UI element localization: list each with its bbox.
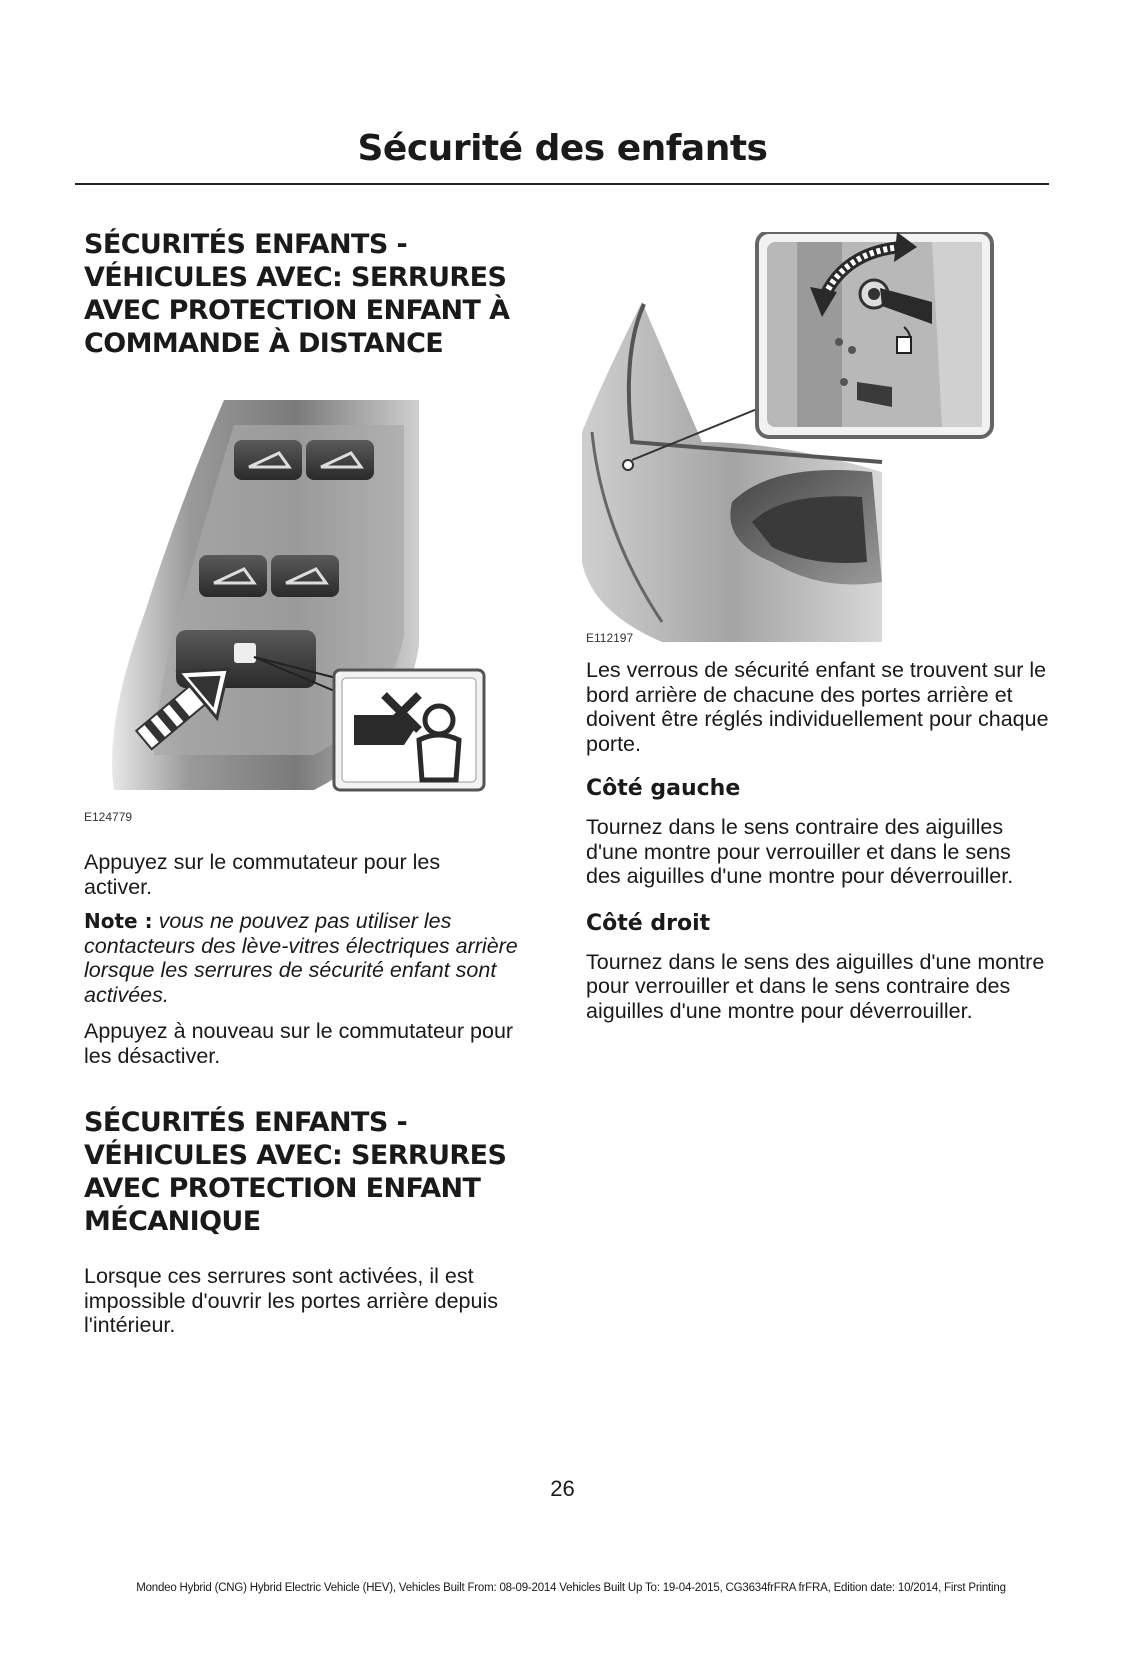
figure-code-e112197: E112197 [586,631,634,645]
window-button-rear-left [199,555,267,597]
paragraph-left-side: Tournez dans le sens contraire des aiguilles d'une montre pour verrouiller et dans le sens des aiguilles d'une montre pour déverrouiller. [586,815,1014,888]
figure-window-switch [84,395,544,824]
footer: Mondeo Hybrid (CNG) Hybrid Electric Vehicle (HEV), Vehicles Built From: 08-09-2014 Vehicles Built Up To: 19-04-2015, CG3634frFRA frFRA, Edition date: 10/2014, First Printing [136,1582,1006,1594]
note-label: Note : [84,909,153,933]
left-column [84,228,544,1338]
lock-location-marker [623,460,633,470]
window-button-front-left [234,440,302,480]
section-heading-mechanical-child-locks: SÉCURITÉS ENFANTS - VÉHICULES AVEC: SERRURES AVEC PROTECTION ENFANT MÉCANIQUE [84,1107,507,1237]
figure-code-e124779: E124779 [84,810,133,824]
note [84,909,544,1007]
door-lock-illustration [582,232,1047,662]
paragraph-mechanical-locks: Lorsque ces serrures sont activées, il est impossible d'ouvrir les portes arrière depuis l'intérieur. [84,1264,498,1337]
window-switch-illustration [84,395,544,815]
subheading-left-side: Côté gauche [586,776,741,801]
paragraph-activate: Appuyez sur le commutateur pour les activer. [84,850,441,899]
figure-door-child-lock [582,232,1047,662]
child-lock-icon [897,337,911,353]
note-text: vous ne pouvez pas utiliser les contacteurs des lève-vitres électriques arrière lorsque les serrures de sécurité enfant sont activées. [84,909,518,1007]
paragraph-lock-location: Les verrous de sécurité enfant se trouvent sur le bord arrière de chacune des portes arrière et doivent être réglés individuellement pour chaque porte. [586,658,1049,756]
window-button-rear-right [271,555,339,597]
paragraph-deactivate: Appuyez à nouveau sur le commutateur pour les désactiver. [84,1019,514,1068]
subheading-right-side: Côté droit [586,910,711,936]
page-number: 26 [550,1476,575,1501]
paragraph-right-side: Tournez dans le sens des aiguilles d'une montre pour verrouiller et dans le sens contraire des aiguilles d'une montre pour déverrouiller. [586,949,1045,1023]
title-divider [75,183,1049,185]
page-title: Sécurité des enfants [357,128,768,169]
section-heading-remote-child-locks: SÉCURITÉS ENFANTS - VÉHICULES AVEC: SERRURES AVEC PROTECTION ENFANT À COMMANDE À DISTANCE [84,229,510,359]
window-button-front-right [306,440,374,480]
right-column [586,232,1051,1023]
